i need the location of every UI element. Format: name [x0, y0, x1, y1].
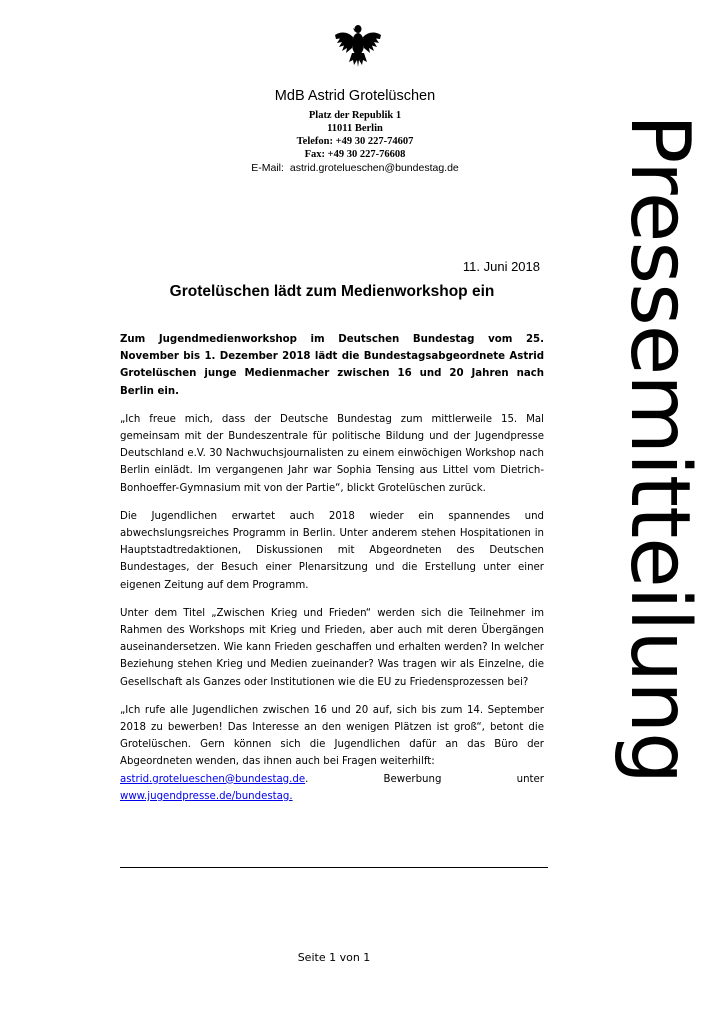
footer-divider [120, 867, 548, 868]
email-line [190, 162, 520, 175]
email-period: . [305, 773, 309, 785]
lead-paragraph: Zum Jugendmedienworkshop im Deutschen Bundestag vom 25. November bis 1. Dezember 2018 lädt die Bundestagsabgeordnete Astrid Grotelüschen junge Medienmacher zwischen 16 und 20 Jahren nach Berlin ein. [120, 334, 544, 397]
fax-line: Fax: +49 30 227-76608 [304, 149, 406, 160]
email-address[interactable]: astrid.grotelueschen@bundestag.de [289, 162, 459, 174]
contact-email-link[interactable]: astrid.grotelueschen@bundestag.de [120, 773, 306, 785]
body-paragraph-3: Unter dem Titel „Zwischen Krieg und Frieden“ werden sich die Teilnehmer im Rahmen des Workshops mit Krieg und Frieden, aber auch mit deren Übergängen auseinandersetzen. Wie kann Frieden geschaffen und erhalten werden? In welcher Beziehung stehen Krieg und Medien zueinander? Was tragen wir als Einzelne, die Gesellschaft als Ganzes oder Institutionen wie die EU zu Friedensprozessen bei? [120, 607, 544, 688]
bundesadler-eagle-icon [333, 22, 383, 72]
body-paragraph-4 [120, 702, 544, 805]
press-body [120, 331, 544, 816]
contact-line [120, 771, 544, 788]
apply-label: Bewerbung [383, 773, 442, 785]
body-paragraph-4-text: „Ich rufe alle Jugendlichen zwischen 16 und 20 auf, sich bis zum 14. September 2018 zu bewerben! Das Interesse an den wenigen Plätzen ist groß“, betont die Grotelüschen. Gern können sich die Jugendlichen dafür an das Büro der Abgeordneten wenden, das ihnen auch bei Fragen weiterhilft: [120, 704, 544, 768]
page-number: Seite 1 von 1 [297, 951, 371, 964]
body-paragraph-1: „Ich freue mich, dass der Deutsche Bundestag zum mittlerweile 15. Mal gemeinsam mit der Bundeszentrale für politische Bildung und der Jugendpresse Deutschland e.V. 30 Nachwuchsjournalisten zu einem einwöchigen Workshop nach Berlin einlädt. Im vergangenen Jahr war Sophia Tensing aus Littel vom Dietrich-Bonhoeffer-Gymnasium mit von der Partie“, blickt Grotelüschen zurück. [120, 413, 544, 494]
press-title: Grotelüschen lädt zum Medienworkshop ein [169, 283, 495, 300]
release-date: 11. Juni 2018 [462, 259, 540, 274]
email-label: E-Mail: [251, 162, 284, 174]
address-line: Platz der Republik 1 [308, 110, 402, 121]
pressemitteilung-vertical-label: Pressemitteilung [612, 114, 707, 784]
body-paragraph-2: Die Jugendlichen erwartet auch 2018 wieder ein spannendes und abwechslungsreiches Programm in Berlin. Unter anderem stehen Hospitationen in Hauptstadtredaktionen, Diskussionen mit Abgeordneten des Deutschen Bundestages, der Besuch einer Plenarsitzung und die Erstellung unter einer eigenen Zeitung auf dem Programm. [120, 510, 544, 591]
city-line: 11011 Berlin [327, 123, 383, 134]
website-link[interactable]: www.jugendpresse.de/bundestag. [120, 790, 293, 802]
phone-line: Telefon: +49 30 227-74607 [296, 136, 414, 147]
apply-under: unter [516, 773, 544, 785]
author-name: MdB Astrid Grotelüschen [274, 88, 436, 104]
